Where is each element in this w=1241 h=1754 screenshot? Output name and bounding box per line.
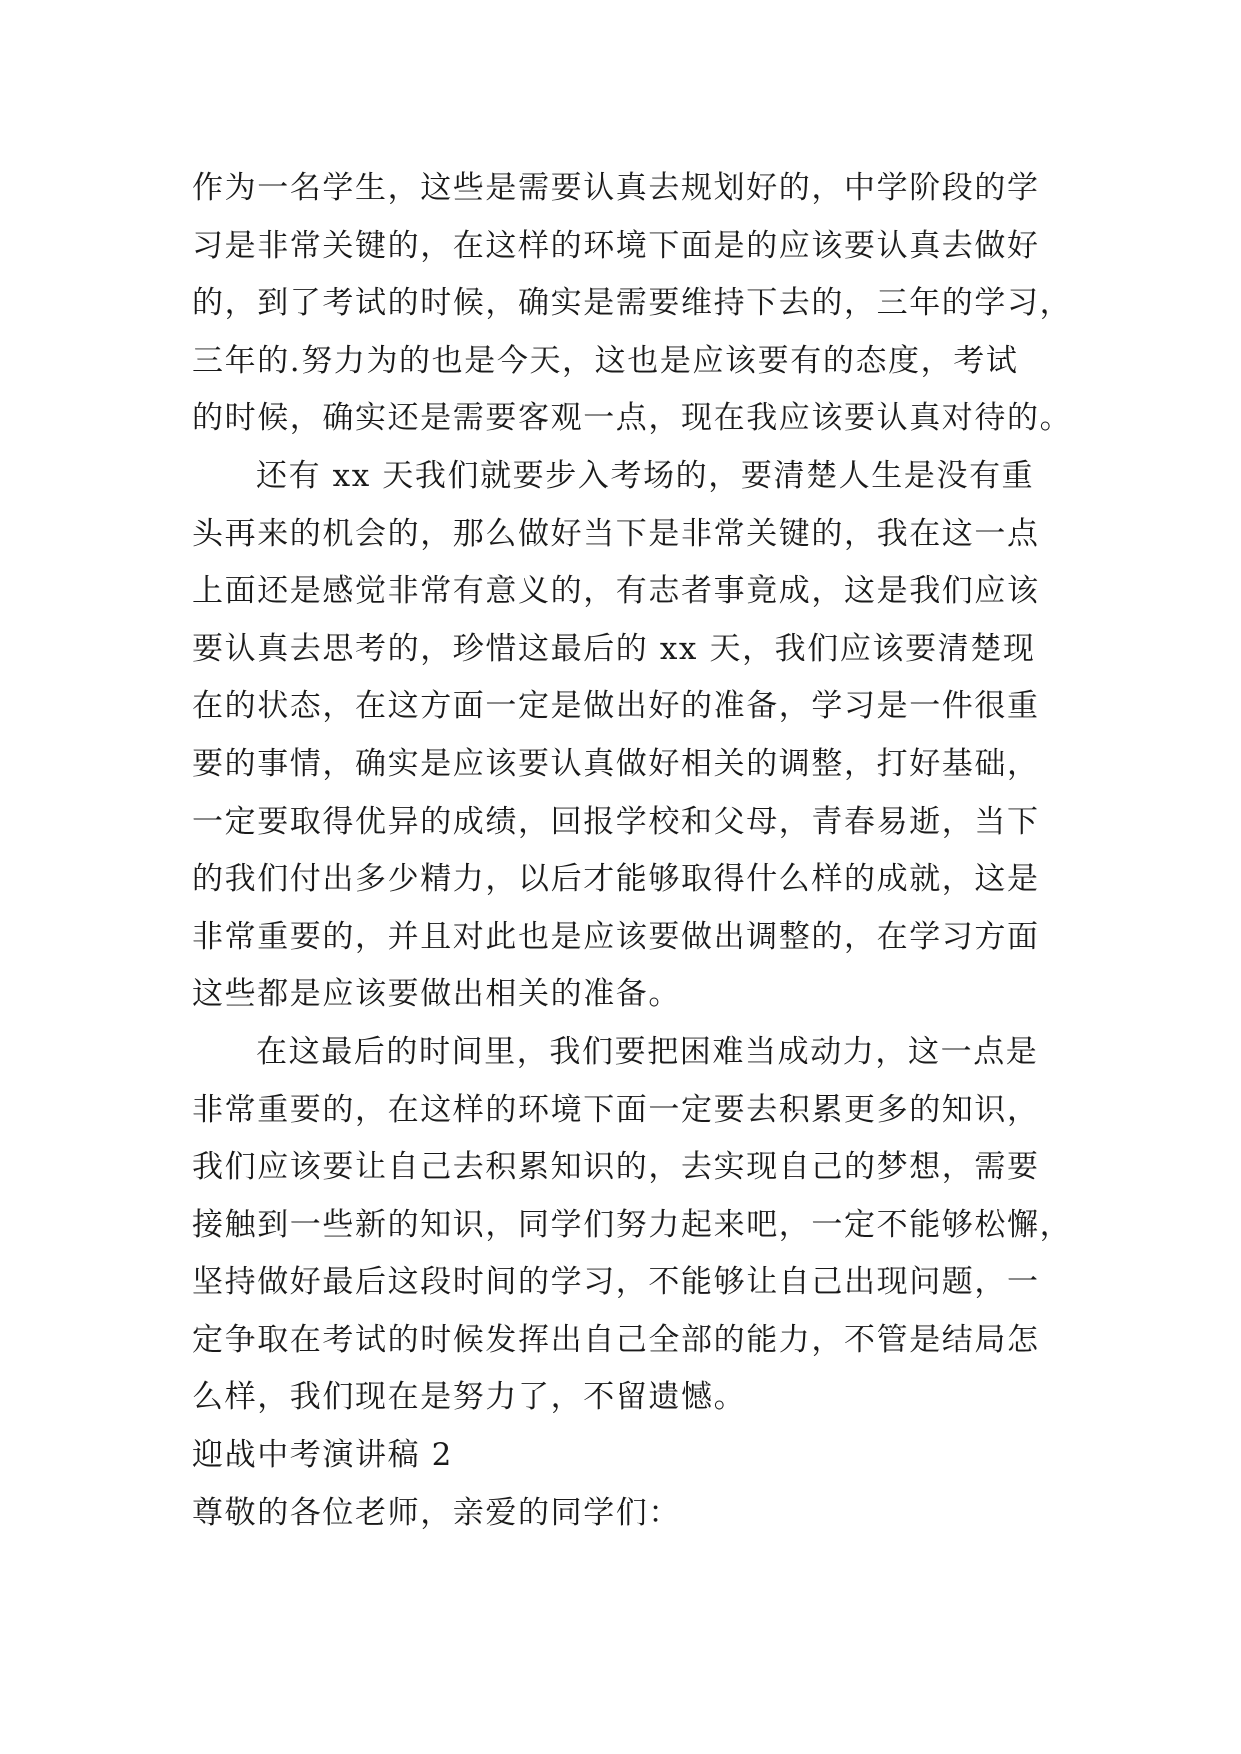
paragraph-2: [192, 448, 1054, 1024]
text-line: 要认真去思考的，珍惜这最后的 xx 天，我们应该要清楚现: [192, 630, 1036, 667]
paragraph-1: [192, 160, 1073, 448]
text-line: 非常重要的，在这样的环境下面一定要去积累更多的知识，: [192, 1091, 1040, 1128]
text-line: 的，到了考试的时候，确实是需要维持下去的，三年的学习，: [192, 285, 1073, 322]
document-body: [192, 160, 1073, 1542]
text-line: 我们应该要让自己去积累知识的，去实现自己的梦想，需要: [192, 1149, 1040, 1186]
text-line: 头再来的机会的，那么做好当下是非常关键的，我在这一点: [192, 515, 1040, 552]
text-line: 作为一名学生，这些是需要认真去规划好的，中学阶段的学: [192, 170, 1040, 206]
text-line: 坚持做好最后这段时间的学习，不能够让自己出现问题，一: [192, 1264, 1040, 1301]
text-line: 一定要取得优异的成绩，回报学校和父母，青春易逝，当下: [192, 803, 1040, 840]
paragraph-3: [192, 1024, 1073, 1427]
text-line: 在的状态，在这方面一定是做出好的准备，学习是一件很重: [192, 688, 1040, 725]
text-line: 非常重要的，并且对此也是应该要做出调整的，在学习方面: [192, 918, 1040, 955]
salutation: 尊敬的各位老师，亲爱的同学们：: [192, 1494, 681, 1531]
text-line: 还有 xx 天我们就要步入考场的，要清楚人生是没有重: [256, 457, 1035, 494]
text-line: 的我们付出多少精力，以后才能够取得什么样的成就，这是: [192, 861, 1040, 898]
text-line: 要的事情，确实是应该要认真做好相关的调整，打好基础，: [192, 745, 1040, 782]
text-line: 定争取在考试的时候发挥出自己全部的能力，不管是结局怎: [192, 1321, 1040, 1358]
text-line: 么样，我们现在是努力了，不留遗憾。: [192, 1379, 747, 1416]
section-title: 迎战中考演讲稿 2: [192, 1437, 453, 1474]
text-line: 上面还是感觉非常有意义的，有志者事竟成，这是我们应该: [192, 573, 1040, 610]
text-line: 接触到一些新的知识，同学们努力起来吧，一定不能够松懈，: [192, 1206, 1073, 1243]
text-line: 的时候，确实还是需要客观一点，现在我应该要认真对待的。: [192, 400, 1073, 437]
text-line: 习是非常关键的，在这样的环境下面是的应该要认真去做好: [192, 227, 1040, 264]
text-line: 这些都是应该要做出相关的准备。: [192, 976, 681, 1013]
text-line: 三年的.努力为的也是今天，这也是应该要有的态度，考试: [192, 342, 1019, 379]
text-line: 在这最后的时间里，我们要把困难当成动力，这一点是: [256, 1033, 1039, 1070]
